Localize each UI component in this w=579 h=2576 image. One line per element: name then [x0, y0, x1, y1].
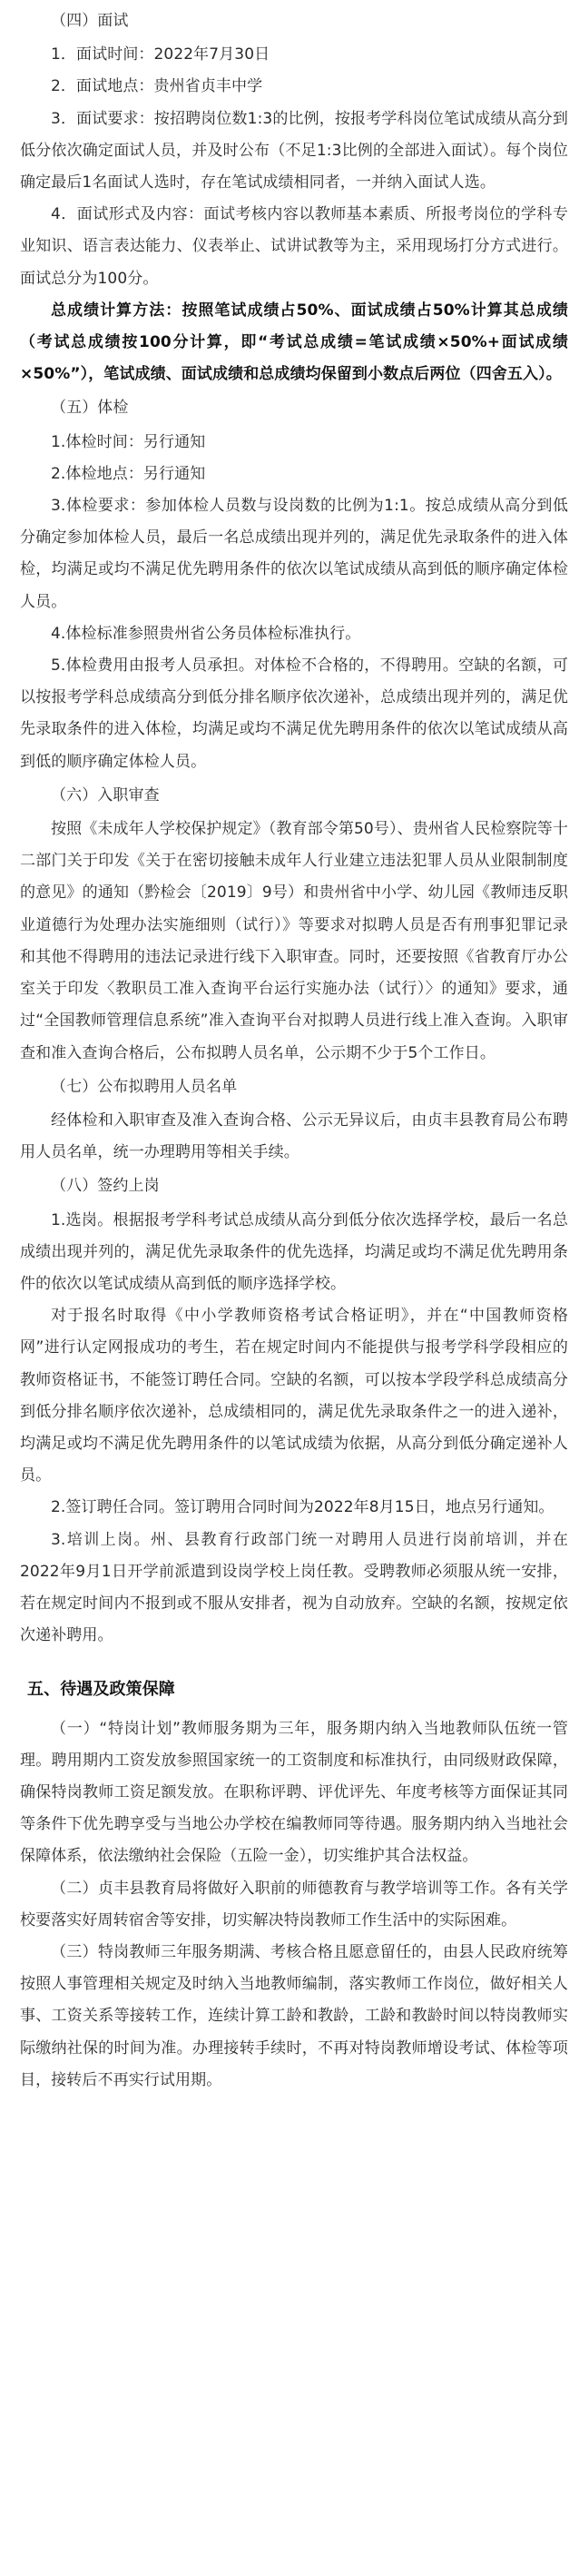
- paragraph: 5.体检费用由报考人员承担。对体检不合格的，不得聘用。空缺的名额，可以按报考学科总成绩高分到低分排名顺序依次递补，总成绩出现并列的，满足优先录取条件的进入体检，均满足或均不满足优先聘用条件的依次以笔试成绩从高到低的顺序确定体检人员。: [20, 656, 568, 771]
- paragraph: 2．面试地点：贵州省贞丰中学: [51, 77, 263, 96]
- paragraph: 3．面试要求：按招聘岗位数1:3的比例，按报考学科岗位笔试成绩从高分到低分依次确定面试人员，并及时公布（不足1:3比例的全部进入面试）。每个岗位确定最后1名面试人选时，存在笔试成绩相同者，一并纳入面试人选。: [20, 109, 568, 192]
- paragraph: 1．面试时间：2022年7月30日: [51, 45, 270, 64]
- paragraph: 4.体检标准参照贵州省公务员体检标准执行。: [51, 624, 361, 643]
- paragraph: 3.体检要求：参加体检人员数与设岗数的比例为1:1。按总成绩从高分到低分确定参加体检人员，最后一名总成绩出现并列的，满足优先录取条件的进入体检，均满足或均不满足优先聘用条件的依次以笔试成绩从高到低的顺序确定体检人员。: [20, 497, 568, 611]
- paragraph: 4．面试形式及内容：面试考核内容以教师基本素质、所报考岗位的学科专业知识、语言表达能力、仪表举止、试讲试教等为主，采用现场打分方式进行。面试总分为100分。: [20, 205, 568, 288]
- section-title-benefits: 五、待遇及政策保障: [27, 1680, 175, 1700]
- score-formula-paragraph: 总成绩计算方法：按照笔试成绩占50%、面试成绩占50%计算其总成绩（考试总成绩按100分计算，即“考试总成绩=笔试成绩×50%+面试成绩×50%”），笔试成绩、面试成绩和总成绩均保留到小数点后两位（四舍五入）。: [20, 301, 568, 384]
- paragraph: 1.选岗。根据报考学科考试总成绩从高分到低分依次选择学校，最后一名总成绩出现并列的，满足优先录取条件的优先选择，均满足或均不满足优先聘用条件的依次以笔试成绩从高到低的顺序选择学校。: [20, 1210, 568, 1293]
- paragraph: （二）贞丰县教育局将做好入职前的师德教育与教学培训等工作。各有关学校要落实好周转宿舍等安排，切实解决特岗教师工作生活中的实际困难。: [20, 1879, 568, 1930]
- paragraph: 2.体检地点：另行通知: [51, 464, 206, 483]
- paragraph: （一）“特岗计划”教师服务期为三年，服务期内纳入当地教师队伍统一管理。聘用期内工资发放参照国家统一的工资制度和标准执行，由同级财政保障，确保特岗教师工资足额发放。在职称评聘、评优评先、年度考核等方面保证其同等条件下优先聘享受与当地公办学校在编教师同等待遇。服务期内纳入当地社会保障体系，依法缴纳社会保险（五险一金），切实维护其合法权益。: [20, 1719, 568, 1866]
- paragraph: （三）特岗教师三年服务期满、考核合格且愿意留任的，由县人民政府统筹按照人事管理相关规定及时纳入当地教师编制，落实教师工作岗位，做好相关人事、工资关系等接转工作，连续计算工龄和教龄，工龄和教龄时间以特岗教师实际缴纳社保的时间为准。办理接转手续时，不再对特岗教师增设考试、体检等项目，接转后不再实行试用期。: [20, 1942, 568, 2089]
- paragraph: 对于报名时取得《中小学教师资格考试合格证明》，并在“中国教师资格网”进行认定网报成功的考生，若在规定时间内不能提供与报考学科学段相应的教师资格证书，不能签订聘任合同。空缺的名额，可以按本学段学科总成绩高分到低分排名顺序依次递补，总成绩相同的，满足优先录取条件之一的进入递补，均满足或均不满足优先聘用条件的以笔试成绩为依据，从高分到低分确定递补人员。: [20, 1307, 568, 1485]
- paragraph: 3.培训上岗。州、县教育行政部门统一对聘用人员进行岗前培训，并在2022年9月1日开学前派遣到设岗学校上岗任教。受聘教师必须服从统一安排，若在规定时间内不报到或不服从安排者，视为自动放弃。空缺的名额，按规定依次递补聘用。: [20, 1530, 568, 1645]
- section-heading-interview: （四）面试: [51, 12, 129, 30]
- paragraph: 2.签订聘任合同。签订聘用合同时间为2022年8月15日，地点另行通知。: [51, 1498, 554, 1517]
- paragraph: 1.体检时间：另行通知: [51, 432, 206, 451]
- paragraph: 按照《未成年人学校保护规定》（教育部令第50号）、贵州省人民检察院等十二部门关于印发《关于在密切接触未成年人行业建立违法犯罪人员从业限制制度的意见》的通知（黔检会〔2019〕9号）和贵州省中小学、幼儿园《教师违反职业道德行为处理办法实施细则（试行）》等要求对拟聘人员是否有刑事犯罪记录和其他不得聘用的违法记录进行线下入职审查。同时，还要按照《省教育厅办公室关于印发〈教职员工准入查询平台运行实施办法（试行）〉的通知》要求，通过“全国教师管理信息系统”准入查询平台对拟聘人员进行线上准入查询。入职审查和准入查询合格后，公布拟聘人员名单，公示期不少于5个工作日。: [20, 820, 568, 1062]
- section-heading-publish: （七）公布拟聘用人员名单: [51, 1077, 238, 1096]
- paragraph: 经体检和入职审查及准入查询合格、公示无异议后，由贞丰县教育局公布聘用人员名单，统一办理聘用等相关手续。: [20, 1110, 568, 1162]
- section-heading-medical: （五）体检: [51, 399, 129, 418]
- section-heading-review: （六）入职审查: [51, 785, 160, 804]
- section-heading-sign: （八）签约上岗: [51, 1177, 160, 1196]
